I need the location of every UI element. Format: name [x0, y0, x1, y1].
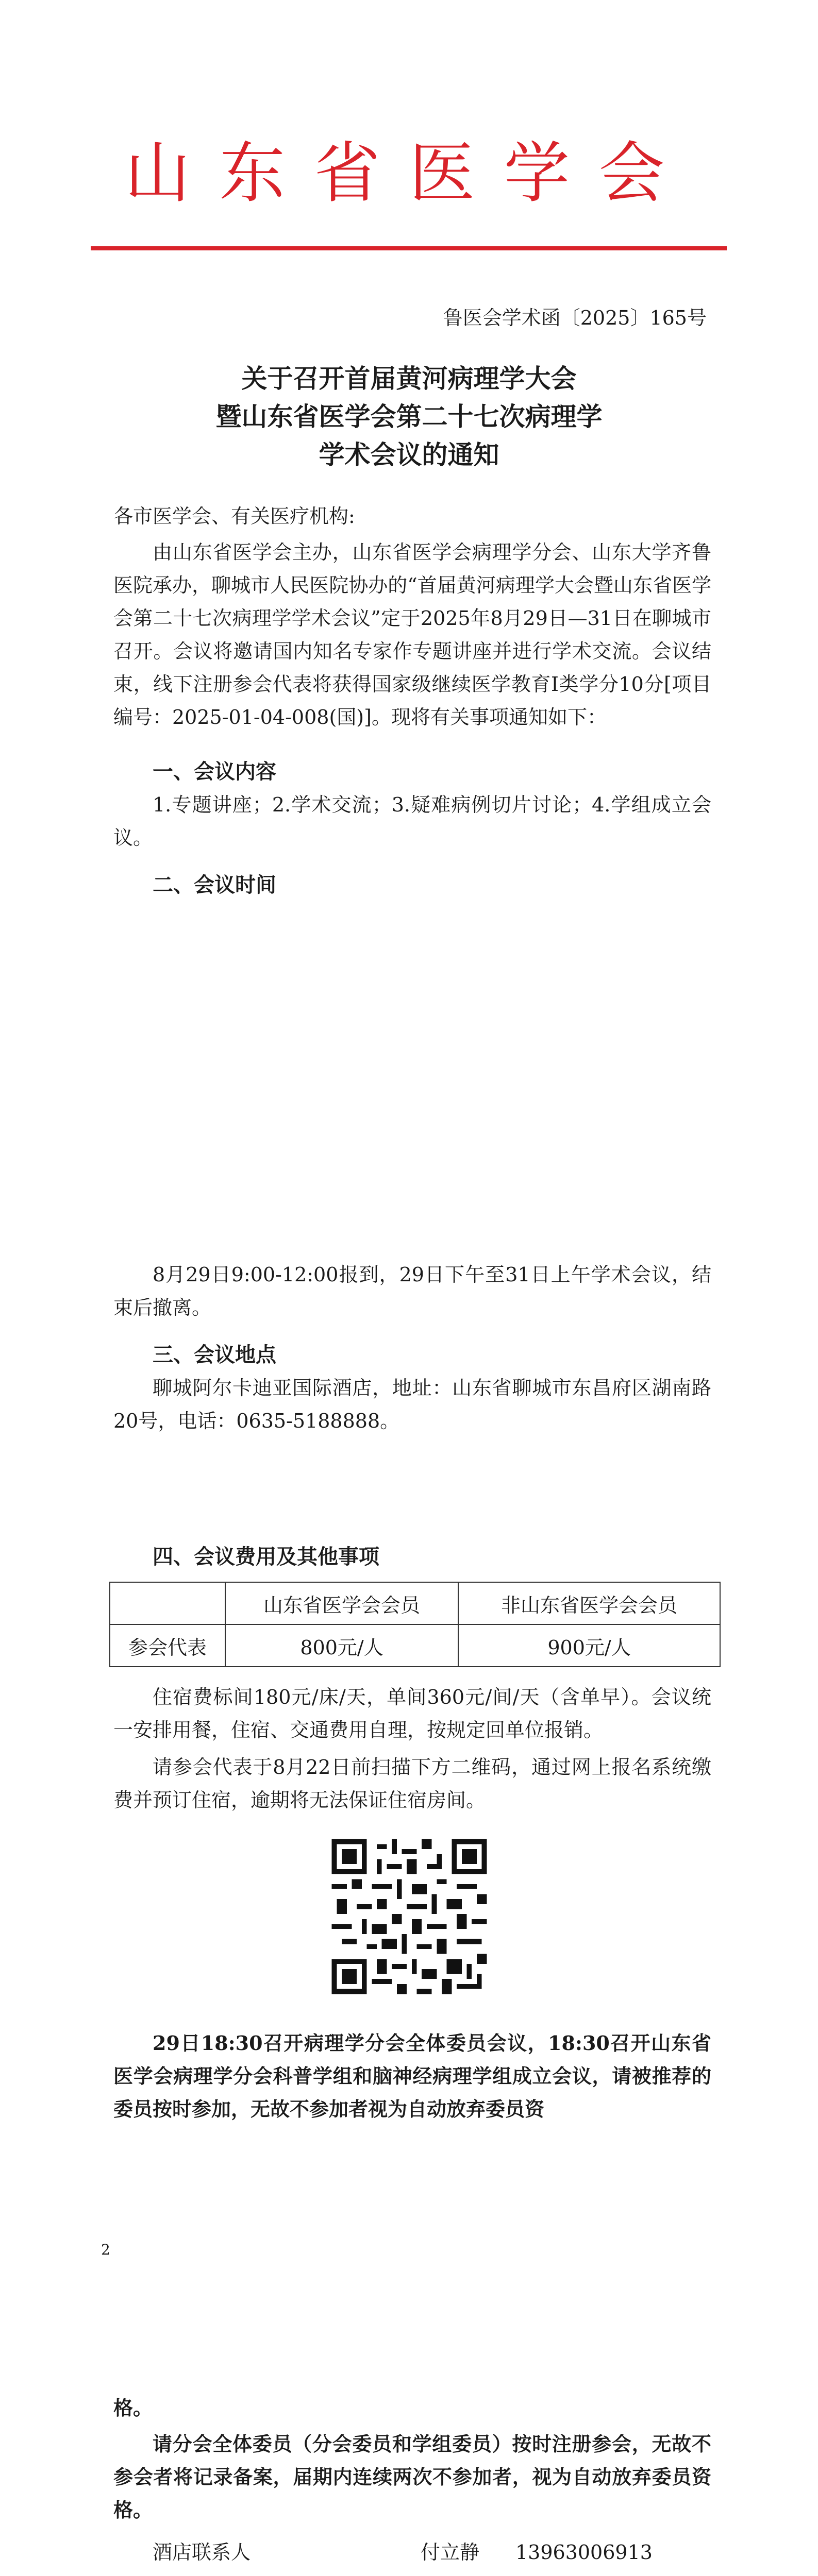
- section-heading-fees: 四、会议费用及其他事项: [153, 1545, 379, 1569]
- salutation: 各市医学会、有关医疗机构:: [113, 505, 355, 528]
- fee-table-header-member: 山东省医学会会员: [225, 1582, 458, 1624]
- section-heading-content: 一、会议内容: [153, 759, 276, 784]
- header-red-rule: [91, 246, 727, 250]
- header-org-title: 山东省医学会: [124, 135, 694, 212]
- time-text: 8月29日9:00-12:00报到，29日下午至31日上午学术会议，结束后撤离。: [113, 1263, 711, 1319]
- section-heading-time: 二、会议时间: [153, 873, 276, 897]
- contact-phone: 13963006913: [515, 2541, 653, 2564]
- fee-table-row-label: 参会代表: [110, 1624, 225, 1667]
- fee-table-header-nonmember: 非山东省医学会会员: [458, 1582, 720, 1624]
- contact-org: 酒店联系人: [153, 2541, 251, 2564]
- table-row: [110, 1624, 720, 1667]
- fee-table-nonmember-fee: 900元/人: [458, 1624, 720, 1667]
- fee-table-member-fee: 800元/人: [225, 1624, 458, 1667]
- notice-members-attendance: 请分会全体委员（分会委员和学组委员）按时注册参会，无故不参会者将记录备案，届期内连续两次不参加者，视为自动放弃委员资格。: [113, 2432, 711, 2521]
- title-line-3: 学术会议的通知: [319, 439, 499, 470]
- venue-text: 聊城阿尔卡迪亚国际酒店，地址：山东省聊城市东昌府区湖南路20号，电话：0635-5188888。: [113, 1377, 711, 1432]
- fee-table: [109, 1582, 721, 1667]
- contact-name: [421, 2572, 466, 2576]
- contact-name: 付立静: [421, 2541, 480, 2564]
- contact-phone: [515, 2572, 653, 2576]
- registration-text: 请参会代表于8月22日前扫描下方二维码，通过网上报名系统缴费并预订住宿，逾期将无法保证住宿房间。: [113, 1756, 711, 1811]
- title-line-2: 暨山东省医学会第二十七次病理学: [215, 401, 603, 432]
- registration-qr-code[interactable]: [327, 1834, 492, 2001]
- intro-paragraph: 由山东省医学会主办，山东省医学会病理学分会、山东大学齐鲁医院承办，聊城市人民医院协办的“首届黄河病理学大会暨山东省医学会第二十七次病理学学术会议”定于2025年8月29日—31日在聊城市召开。会议将邀请国内知名专家作专题讲座并进行学术交流。会议结束，线下注册参会代表将获得国家级继续医学教育I类学分10分[项目编号：2025-01-04-008(国)]。现将有关事项通知如下：: [113, 541, 711, 728]
- content-text: 1.专题讲座；2.学术交流；3.疑难病例切片讨论；4.学组成立会议。: [113, 793, 711, 849]
- fee-table-header-row: [110, 1582, 720, 1624]
- qr-icon: [327, 1834, 492, 1999]
- section-heading-venue: 三、会议地点: [153, 1343, 276, 1367]
- document-number: 鲁医会学术函〔2025〕165号: [443, 307, 707, 329]
- fee-table-header-empty: [110, 1582, 225, 1624]
- notice-committee-meeting: 29日18:30召开病理学分会全体委员会议，18:30召开山东省医学会病理学分会科普学组和脑神经病理学组成立会议，请被推荐的委员按时参加，无故不参加者视为自动放弃委员资: [113, 2031, 711, 2121]
- page-number-2: 2: [101, 2241, 110, 2258]
- lodging-text: 住宿费标间180元/床/天，单间360元/间/天（含单早）。会议统一安排用餐，住宿、交通费用自理，按规定回单位报销。: [113, 1686, 711, 1741]
- notice-continuation: 格。: [113, 2396, 153, 2419]
- title-line-1: 关于召开首届黄河病理学大会: [241, 363, 577, 394]
- contact-org: [153, 2572, 290, 2576]
